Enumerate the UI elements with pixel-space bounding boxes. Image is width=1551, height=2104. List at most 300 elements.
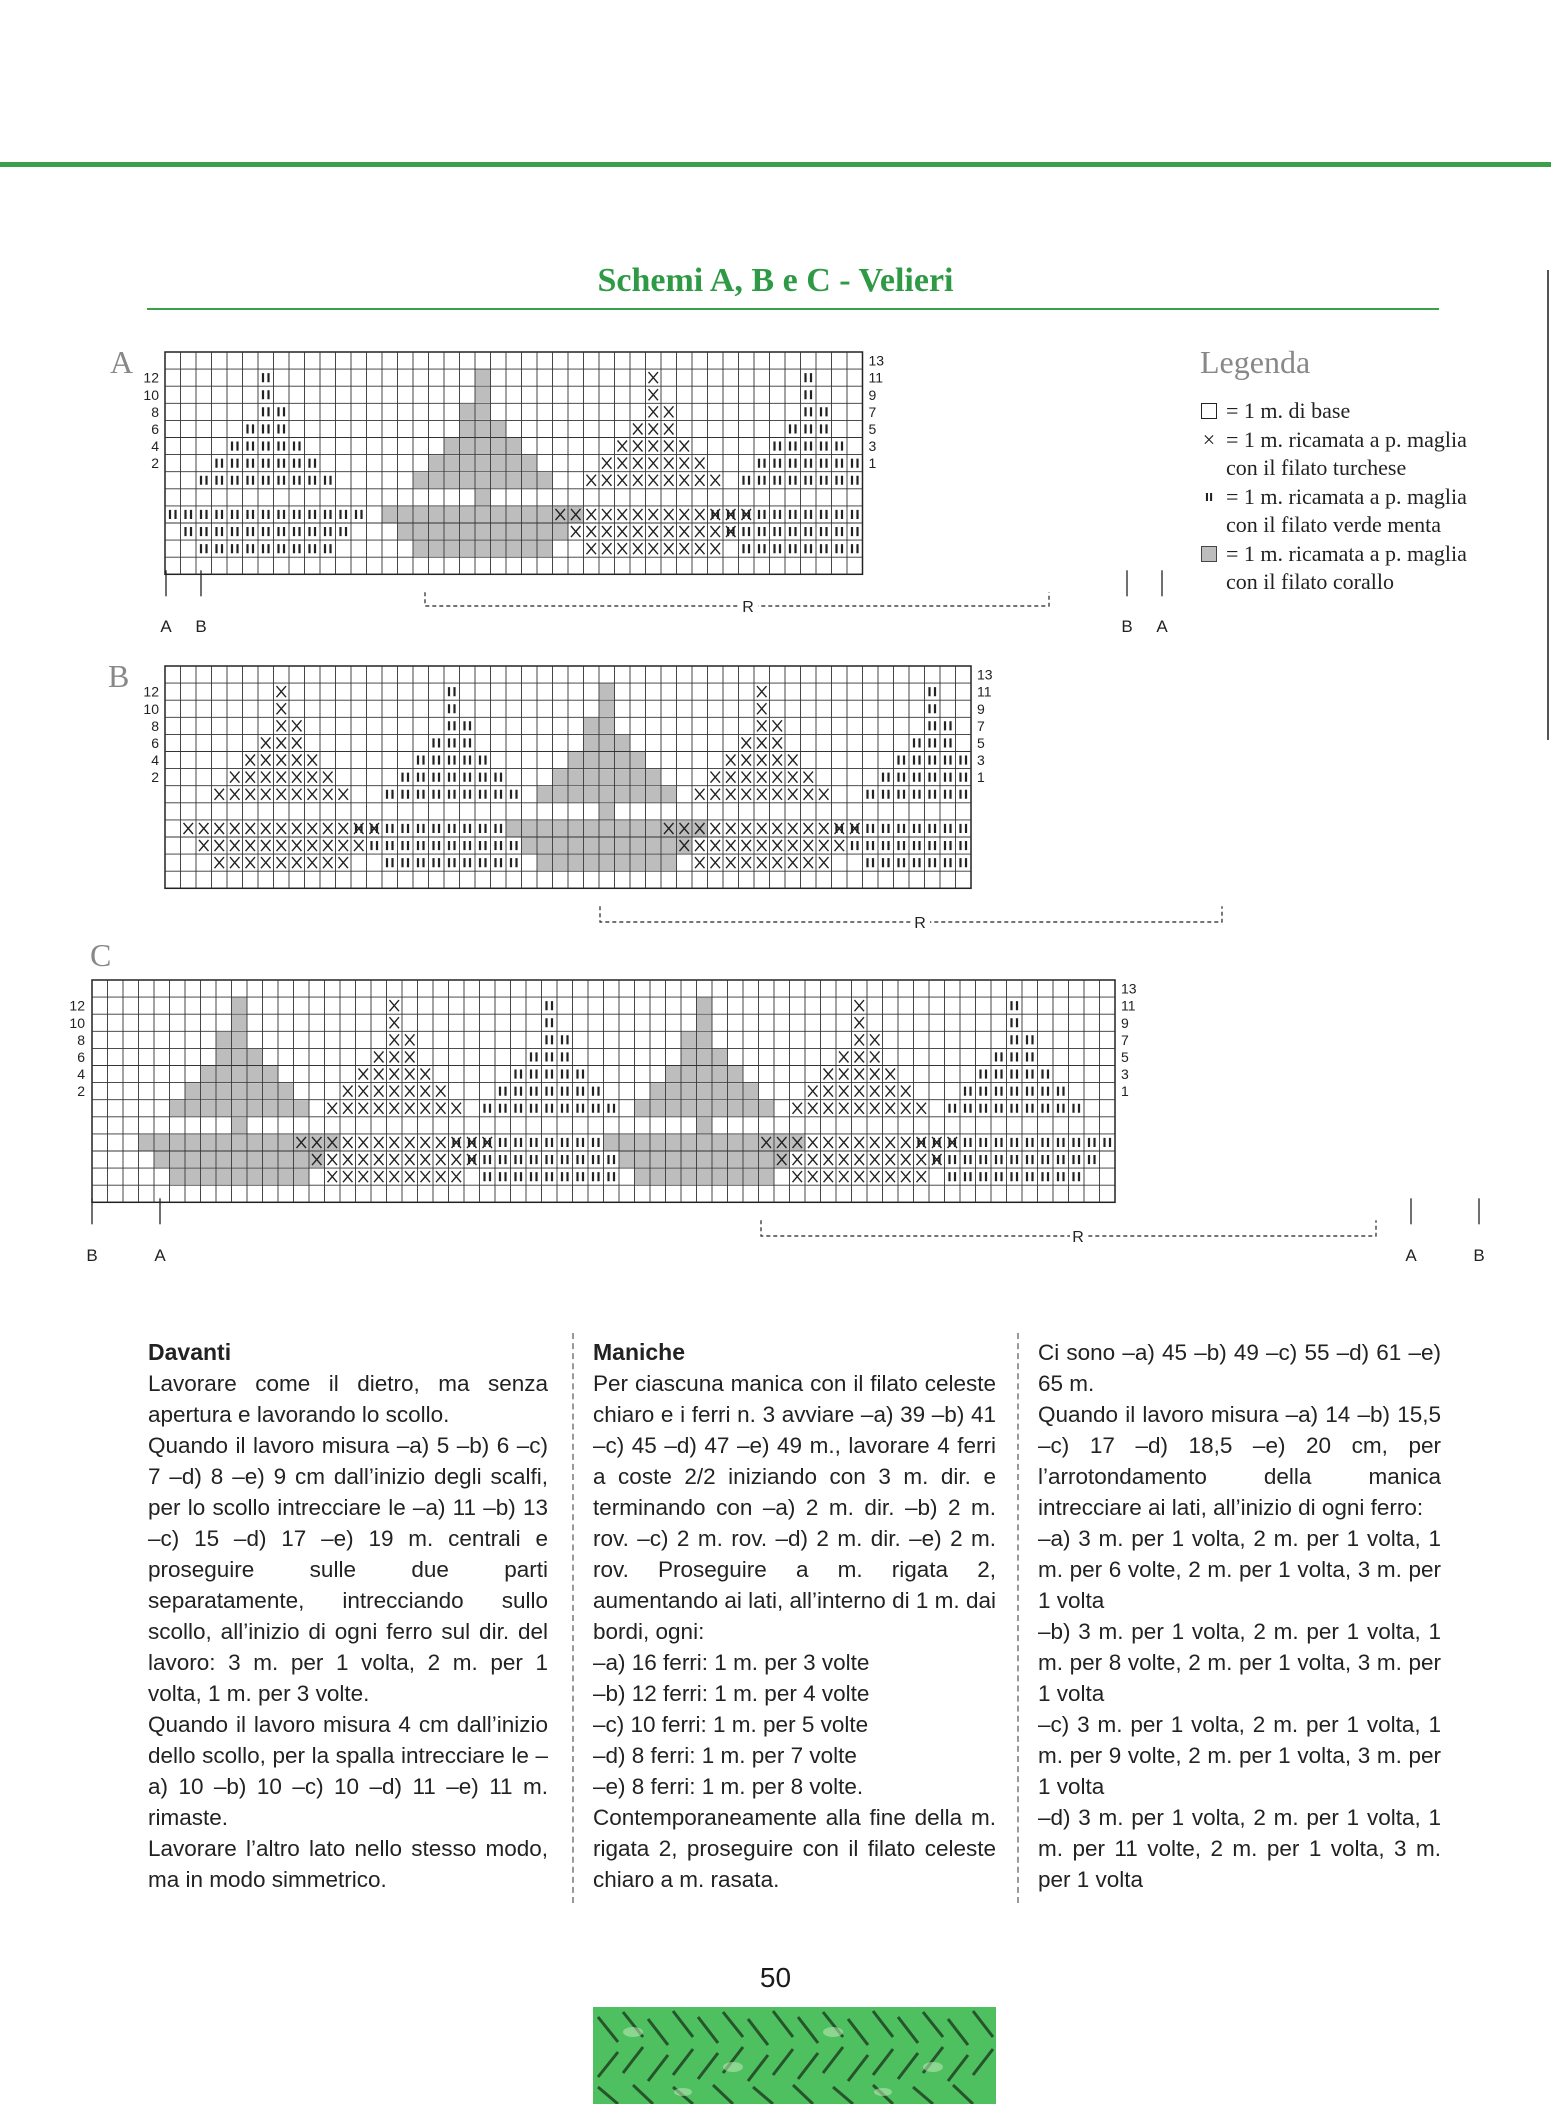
coral-stitch [491, 541, 506, 557]
coral-stitch [600, 735, 615, 751]
coral-stitch [248, 1100, 263, 1116]
repeat-label: R [1072, 1229, 1084, 1246]
coral-stitch [651, 1152, 666, 1168]
coral-stitch [620, 1134, 635, 1150]
coral-stitch [538, 786, 553, 802]
coral-stitch [232, 998, 247, 1014]
edge-label: B [1121, 617, 1133, 636]
coral-stitch [538, 472, 553, 488]
coral-stitch [507, 472, 522, 488]
coral-stitch [615, 820, 630, 836]
coral-stitch [201, 1169, 216, 1185]
edge-label: B [195, 617, 207, 636]
coral-stitch [538, 506, 553, 522]
coral-stitch [429, 506, 444, 522]
chart-b-letter: B [108, 658, 130, 694]
coral-stitch [600, 786, 615, 802]
row-number-left: 8 [151, 403, 159, 420]
coral-stitch [713, 1134, 728, 1150]
coral-stitch [201, 1152, 216, 1168]
coral-stitch [476, 438, 491, 454]
coral-stitch [507, 820, 522, 836]
row-number-right: 13 [977, 666, 993, 683]
coral-stitch [429, 541, 444, 557]
davanti-heading: Davanti [148, 1339, 232, 1365]
coral-stitch [713, 1169, 728, 1185]
double-bar-icon: ıı [1204, 487, 1214, 505]
coral-stitch [507, 541, 522, 557]
legend-title: Legenda [1200, 344, 1311, 380]
coral-stitch [584, 786, 599, 802]
coral-stitch [600, 701, 615, 717]
coral-stitch [615, 752, 630, 768]
coral-stitch [460, 438, 475, 454]
coral-stitch [569, 769, 584, 785]
paragraph: –c) 10 ferri: 1 m. per 5 volte [593, 1712, 869, 1737]
coral-stitch [170, 1134, 185, 1150]
repeat-label: R [914, 915, 926, 932]
coral-stitch [666, 1083, 681, 1099]
coral-stitch [445, 455, 460, 471]
row-number-right: 11 [977, 683, 992, 700]
coral-stitch [697, 1083, 712, 1099]
row-number-right: 11 [1121, 997, 1136, 1014]
coral-stitch [139, 1134, 154, 1150]
coral-stitch [584, 855, 599, 871]
row-number-left: 2 [151, 455, 159, 472]
coral-stitch [460, 404, 475, 420]
coral-stitch [697, 1152, 712, 1168]
row-number-left: 6 [151, 420, 159, 437]
coral-stitch [294, 1169, 309, 1185]
coral-stitch [522, 820, 537, 836]
coral-stitch [553, 820, 568, 836]
coral-stitch [248, 1049, 263, 1065]
coral-stitch [697, 1169, 712, 1185]
coral-stitch [631, 820, 646, 836]
coral-stitch [631, 769, 646, 785]
coral-stitch [217, 1083, 232, 1099]
maniche-heading: Maniche [593, 1339, 686, 1365]
coral-stitch [600, 752, 615, 768]
coral-stitch [662, 786, 677, 802]
coral-stitch [460, 524, 475, 540]
coral-stitch [666, 1134, 681, 1150]
coral-stitch [507, 524, 522, 540]
coral-stitch [522, 506, 537, 522]
paragraph: –d) 8 ferri: 1 m. per 7 volte [593, 1743, 857, 1768]
edge-label: A [1156, 617, 1168, 636]
row-number-left: 10 [143, 386, 159, 403]
coral-stitch [569, 820, 584, 836]
coral-stitch [445, 506, 460, 522]
coral-stitch [666, 1169, 681, 1185]
paragraph: Contemporaneamente alla fine della m. rigata 2, proseguire con il filato celeste chiaro a m. rasata. [593, 1805, 996, 1892]
coral-stitch [414, 506, 429, 522]
coral-stitch [728, 1152, 743, 1168]
grey-square-icon [1198, 540, 1220, 570]
coral-stitch [635, 1152, 650, 1168]
row-number-right: 13 [868, 352, 885, 369]
coral-stitch [263, 1100, 278, 1116]
legend-item-verde-menta: ıı = 1 m. ricamata a p. maglia con il filato verde menta [1198, 483, 1498, 540]
coral-stitch [414, 472, 429, 488]
coral-stitch [476, 421, 491, 437]
row-number-right: 7 [977, 717, 985, 734]
cross-icon: × [1202, 426, 1216, 452]
coral-stitch [460, 541, 475, 557]
coral-stitch [728, 1100, 743, 1116]
coral-stitch [491, 455, 506, 471]
coral-stitch [248, 1152, 263, 1168]
coral-stitch [728, 1066, 743, 1082]
coral-stitch [584, 735, 599, 751]
coral-stitch [522, 455, 537, 471]
coral-stitch [635, 1169, 650, 1185]
row-number-left: 10 [69, 1014, 85, 1031]
coral-stitch [460, 421, 475, 437]
coral-stitch [217, 1169, 232, 1185]
coral-stitch [697, 1032, 712, 1048]
coral-stitch [383, 506, 398, 522]
legend-item-corallo: = 1 m. ricamata a p. maglia con il filato corallo [1198, 540, 1498, 597]
column-maniche [593, 1337, 996, 1895]
coral-stitch [744, 1100, 759, 1116]
coral-stitch [631, 786, 646, 802]
coral-stitch [713, 1152, 728, 1168]
coral-stitch [522, 541, 537, 557]
coral-stitch [553, 769, 568, 785]
coral-stitch [201, 1066, 216, 1082]
row-number-right: 3 [868, 438, 877, 455]
row-number-right: 7 [868, 403, 877, 420]
coral-stitch [713, 1066, 728, 1082]
coral-stitch [217, 1049, 232, 1065]
row-number-left: 12 [143, 369, 159, 386]
coral-stitch [569, 752, 584, 768]
coral-stitch [538, 541, 553, 557]
coral-stitch [635, 1134, 650, 1150]
coral-stitch [682, 1083, 697, 1099]
row-number-right: 1 [868, 455, 877, 472]
coral-stitch [744, 1169, 759, 1185]
coral-stitch [445, 438, 460, 454]
coral-stitch [263, 1066, 278, 1082]
coral-stitch [615, 769, 630, 785]
coral-stitch [697, 998, 712, 1014]
coral-stitch [682, 1049, 697, 1065]
coral-stitch [697, 1049, 712, 1065]
repeat-bracket [600, 906, 1222, 922]
coral-stitch [445, 541, 460, 557]
coral-stitch [476, 387, 491, 403]
coral-stitch [398, 506, 413, 522]
row-number-right: 13 [1121, 980, 1137, 997]
row-number-right: 3 [1121, 1066, 1129, 1083]
coral-stitch [476, 524, 491, 540]
edge-label: A [1405, 1246, 1417, 1265]
coral-stitch [682, 1152, 697, 1168]
coral-stitch [697, 1015, 712, 1031]
row-number-left: 4 [77, 1066, 85, 1083]
row-number-right: 9 [1121, 1014, 1129, 1031]
row-number-left: 12 [69, 997, 85, 1014]
coral-stitch [615, 855, 630, 871]
coral-stitch [476, 541, 491, 557]
row-number-left: 6 [151, 734, 159, 751]
coral-stitch [522, 838, 537, 854]
coral-stitch [584, 838, 599, 854]
coral-stitch [507, 438, 522, 454]
coral-stitch [491, 472, 506, 488]
coral-stitch [646, 769, 661, 785]
coral-stitch [491, 438, 506, 454]
paragraph: –a) 16 ferri: 1 m. per 3 volte [593, 1650, 870, 1675]
coral-stitch [460, 455, 475, 471]
coral-stitch [604, 1134, 619, 1150]
edge-label: B [1473, 1246, 1485, 1265]
row-number-right: 3 [977, 752, 985, 769]
coral-stitch [600, 855, 615, 871]
coral-stitch [713, 1083, 728, 1099]
coral-stitch [232, 1169, 247, 1185]
coral-stitch [744, 1083, 759, 1099]
coral-stitch [569, 855, 584, 871]
coral-stitch [491, 506, 506, 522]
coral-stitch [631, 752, 646, 768]
coral-stitch [170, 1152, 185, 1168]
row-number-left: 4 [151, 752, 159, 769]
chart-a-letter: A [110, 344, 134, 380]
coral-stitch [460, 506, 475, 522]
coral-stitch [651, 1134, 666, 1150]
coral-stitch [600, 838, 615, 854]
paragraph: Lavorare l’altro lato nello stesso modo, ma in modo simmetrico. [148, 1836, 548, 1892]
coral-stitch [600, 803, 615, 819]
row-number-left: 2 [151, 769, 159, 786]
row-number-right: 5 [868, 420, 877, 437]
coral-stitch [155, 1134, 170, 1150]
coral-stitch [666, 1066, 681, 1082]
coral-stitch [186, 1083, 201, 1099]
coral-stitch [697, 1134, 712, 1150]
coral-stitch [615, 786, 630, 802]
repeat-bracket [425, 592, 1049, 606]
paragraph: –d) 3 m. per 1 volta, 2 m. per 1 volta, 1 m. per 11 volte, 2 m. per 1 volta, 3 m. per 1 volta [1038, 1805, 1441, 1892]
coral-stitch [682, 1100, 697, 1116]
coral-stitch [538, 820, 553, 836]
coral-stitch [445, 524, 460, 540]
coral-stitch [662, 855, 677, 871]
coral-stitch [279, 1083, 294, 1099]
coral-stitch [476, 506, 491, 522]
coral-stitch [651, 1169, 666, 1185]
coral-stitch [279, 1152, 294, 1168]
legend-item-base: = 1 m. di base [1198, 397, 1498, 426]
coral-stitch [631, 838, 646, 854]
coral-stitch [646, 855, 661, 871]
chart-c-letter: C [90, 937, 112, 973]
paragraph: Lavorare come il dietro, ma senza apertura e lavorando lo scollo. [148, 1371, 548, 1427]
coral-stitch [414, 541, 429, 557]
coral-stitch [248, 1083, 263, 1099]
coral-stitch [232, 1015, 247, 1031]
row-number-right: 9 [868, 386, 877, 403]
coral-stitch [429, 524, 444, 540]
row-number-right: 1 [977, 769, 985, 786]
coral-stitch [476, 404, 491, 420]
coral-stitch [429, 472, 444, 488]
coral-stitch [600, 684, 615, 700]
column-divider [1017, 1333, 1019, 1903]
coral-stitch [662, 838, 677, 854]
coral-stitch [697, 1117, 712, 1133]
coral-stitch [186, 1100, 201, 1116]
coral-stitch [460, 472, 475, 488]
coral-stitch [713, 1100, 728, 1116]
coral-stitch [201, 1100, 216, 1116]
coral-stitch [553, 838, 568, 854]
page-title: Schemi A, B e C - Velieri [597, 262, 954, 299]
coral-stitch [646, 786, 661, 802]
coral-stitch [170, 1169, 185, 1185]
coral-stitch [201, 1083, 216, 1099]
coral-stitch [232, 1032, 247, 1048]
knit-texture-image [593, 2007, 996, 2104]
coral-stitch [631, 855, 646, 871]
coral-stitch [651, 1083, 666, 1099]
row-number-left: 8 [151, 717, 159, 734]
coral-stitch [263, 1134, 278, 1150]
coral-stitch [615, 735, 630, 751]
coral-stitch [294, 1152, 309, 1168]
row-number-left: 4 [151, 438, 159, 455]
coral-stitch [759, 1152, 774, 1168]
row-number-right: 5 [1121, 1048, 1129, 1065]
edge-label: B [86, 1246, 98, 1265]
paragraph: –c) 3 m. per 1 volta, 2 m. per 1 volta, 1 m. per 9 volte, 2 m. per 1 volta, 3 m. per 1 volta [1038, 1712, 1441, 1799]
coral-stitch [615, 838, 630, 854]
coral-stitch [279, 1169, 294, 1185]
paragraph: –b) 3 m. per 1 volta, 2 m. per 1 volta, 1 m. per 8 volte, 2 m. per 1 volta, 3 m. per 1 volta [1038, 1619, 1441, 1706]
coral-stitch [728, 1083, 743, 1099]
repeat-label: R [742, 599, 754, 616]
coral-stitch [445, 472, 460, 488]
coral-stitch [217, 1066, 232, 1082]
coral-stitch [232, 1152, 247, 1168]
column-divider [572, 1333, 574, 1903]
coral-stitch [263, 1152, 278, 1168]
coral-stitch [248, 1169, 263, 1185]
coral-stitch [155, 1152, 170, 1168]
coral-stitch [491, 524, 506, 540]
coral-stitch [279, 1100, 294, 1116]
column-davanti [148, 1337, 548, 1895]
paragraph: –e) 8 ferri: 1 m. per 8 volte. [593, 1774, 864, 1799]
coral-stitch [507, 455, 522, 471]
repeat-bracket [761, 1220, 1376, 1236]
coral-stitch [217, 1152, 232, 1168]
coral-stitch [744, 1152, 759, 1168]
coral-stitch [186, 1134, 201, 1150]
edge-label: A [154, 1246, 166, 1265]
coral-stitch [429, 455, 444, 471]
coral-stitch [600, 769, 615, 785]
paragraph: Quando il lavoro misura –a) 5 –b) 6 –c) 7 –d) 8 –e) 9 cm dall’inizio degli scalfi, per lo scollo intrecciare le –a) 11 –b) 13 –c) 15 –d) 17 –e) 19 m. centrali e proseguire sulle due parti separatamente, intrecciando sullo scollo, all’inizio di ogni ferro sul dir. del lavoro: 3 m. per 1 volta, 2 m. per 1 volta, 1 m. per 3 volte. [148, 1433, 548, 1706]
coral-stitch [507, 506, 522, 522]
coral-stitch [553, 786, 568, 802]
coral-stitch [728, 1134, 743, 1150]
column-continuation [1038, 1337, 1441, 1895]
coral-stitch [651, 1100, 666, 1116]
coral-stitch [201, 1134, 216, 1150]
coral-stitch [728, 1169, 743, 1185]
edge-label: A [160, 617, 172, 636]
coral-stitch [682, 1169, 697, 1185]
coral-stitch [646, 820, 661, 836]
coral-stitch [232, 1066, 247, 1082]
coral-stitch [553, 855, 568, 871]
coral-stitch [232, 1100, 247, 1116]
coral-stitch [232, 1083, 247, 1099]
paragraph: Ci sono –a) 45 –b) 49 –c) 55 –d) 61 –e) 65 m. [1038, 1340, 1441, 1396]
coral-stitch [682, 1066, 697, 1082]
coral-stitch [646, 838, 661, 854]
coral-stitch [186, 1152, 201, 1168]
row-number-right: 7 [1121, 1031, 1129, 1048]
coral-stitch [569, 838, 584, 854]
coral-stitch [170, 1100, 185, 1116]
coral-stitch [476, 370, 491, 386]
coral-stitch [759, 1169, 774, 1185]
coral-stitch [744, 1134, 759, 1150]
coral-stitch [263, 1169, 278, 1185]
row-number-left: 8 [77, 1031, 85, 1048]
coral-stitch [414, 524, 429, 540]
coral-stitch [294, 1100, 309, 1116]
coral-stitch [759, 1100, 774, 1116]
page-number: 50 [759, 1962, 792, 1993]
coral-stitch [398, 524, 413, 540]
coral-stitch [584, 820, 599, 836]
row-number-right: 1 [1121, 1083, 1129, 1100]
coral-stitch [217, 1100, 232, 1116]
coral-stitch [248, 1066, 263, 1082]
coral-stitch [538, 855, 553, 871]
coral-stitch [476, 455, 491, 471]
coral-stitch [569, 786, 584, 802]
coral-stitch [217, 1032, 232, 1048]
coral-stitch [476, 472, 491, 488]
coral-stitch [635, 1100, 650, 1116]
coral-stitch [713, 1049, 728, 1065]
coral-stitch [522, 472, 537, 488]
coral-stitch [217, 1134, 232, 1150]
row-number-left: 6 [77, 1048, 85, 1065]
legend-item-turchese: × = 1 m. ricamata a p. maglia con il filato turchese [1198, 426, 1498, 483]
coral-stitch [553, 524, 568, 540]
coral-stitch [538, 524, 553, 540]
row-number-left: 12 [143, 683, 159, 700]
row-number-left: 2 [77, 1083, 85, 1100]
paragraph: Quando il lavoro misura –a) 14 –b) 15,5 –c) 17 –d) 18,5 –e) 20 cm, per l’arrotondamento della manica intrecciare ai lati, all’inizio di ogni ferro: [1038, 1402, 1441, 1520]
legend [1198, 397, 1498, 597]
empty-square-icon [1198, 397, 1220, 427]
coral-stitch [538, 838, 553, 854]
row-number-right: 9 [977, 700, 985, 717]
coral-stitch [232, 1049, 247, 1065]
coral-stitch [697, 1100, 712, 1116]
